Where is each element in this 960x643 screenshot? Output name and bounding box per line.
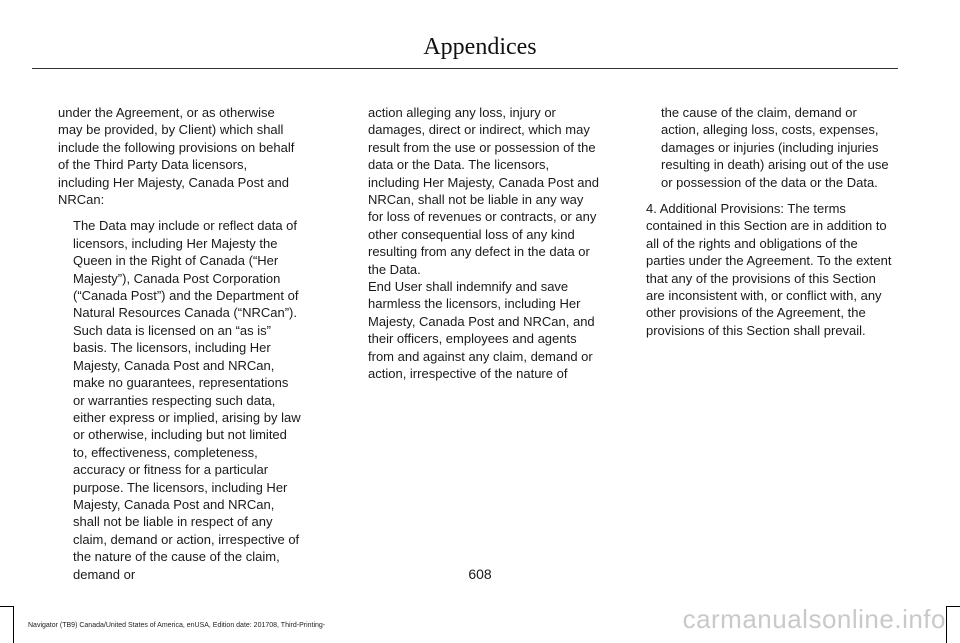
page-title: Appendices bbox=[423, 34, 537, 60]
paragraph-indemnify: End User shall indemnify and save harmless the licensors, including Her Majesty, Canada Post and NRCan, and their officers, employees and agents from and against any claim, demand or action, irrespective of the nature of bbox=[368, 279, 595, 382]
crop-mark-right-horizontal bbox=[947, 606, 960, 607]
column-right bbox=[646, 104, 894, 339]
paragraph-liability: action alleging any loss, injury or damages, direct or indirect, which may result from the use or possession of the data or the Data. The licensors, including Her Majesty, Canada Post and NRCan, shall not be liable in any way for loss of revenues or contracts, or any other consequential loss of any kind resulting from any defect in the data or the Data. bbox=[368, 105, 599, 277]
paragraph-continuation: the cause of the claim, demand or action, alleging loss, costs, expenses, damages or injuries (including injuries resulting in death) arising out of the use or possession of the data or the Data. bbox=[661, 105, 889, 190]
crop-mark-left-vertical bbox=[13, 606, 14, 643]
header-divider bbox=[32, 68, 898, 69]
crop-mark-left-horizontal bbox=[0, 606, 13, 607]
paragraph-additional-provisions: 4. Additional Provisions: The terms contained in this Section are in addition to all of the rights and obligations of the parties under the Agreement. To the extent that any of the provisions of this Section are inconsistent with, or conflict with, any other provisions of the Agreement, the provisions of this Section shall prevail. bbox=[646, 201, 892, 338]
paragraph-intro: under the Agreement, or as otherwise may be provided, by Client) which shall include the following provisions on behalf of the Third Party Data licensors, including Her Majesty, Canada Post and NRCan: bbox=[58, 105, 295, 208]
watermark-text: carmanualsonline.info bbox=[682, 604, 946, 634]
crop-mark-right-vertical bbox=[946, 606, 947, 643]
paragraph-licensors-disclaimer: The Data may include or reflect data of licensors, including Her Majesty the Queen in the Right of Canada (“Her Majesty”), Canada Post Corporation (“Canada Post”) and the Department of Natural Resources Canada (“NRCan”). Such data is licensed on an “as is” basis. The licensors, including Her Majesty, Canada Post and NRCan, make no guarantees, representations or warranties respecting such data, either express or implied, arising by law or otherwise, including but not limited to, effectiveness, completeness, accuracy or fitness for a particular purpose. The licensors, including Her Majesty, Canada Post and NRCan, shall not be liable in respect of any claim, demand or action, irrespective of the nature of the cause of the claim, demand or bbox=[73, 218, 301, 582]
column-middle bbox=[368, 104, 600, 383]
page-number: 608 bbox=[468, 566, 492, 582]
column-left bbox=[58, 104, 301, 583]
edition-footer: Navigator (TB9) Canada/United States of America, enUSA, Edition date: 201708, Third-Printing- bbox=[28, 622, 326, 629]
